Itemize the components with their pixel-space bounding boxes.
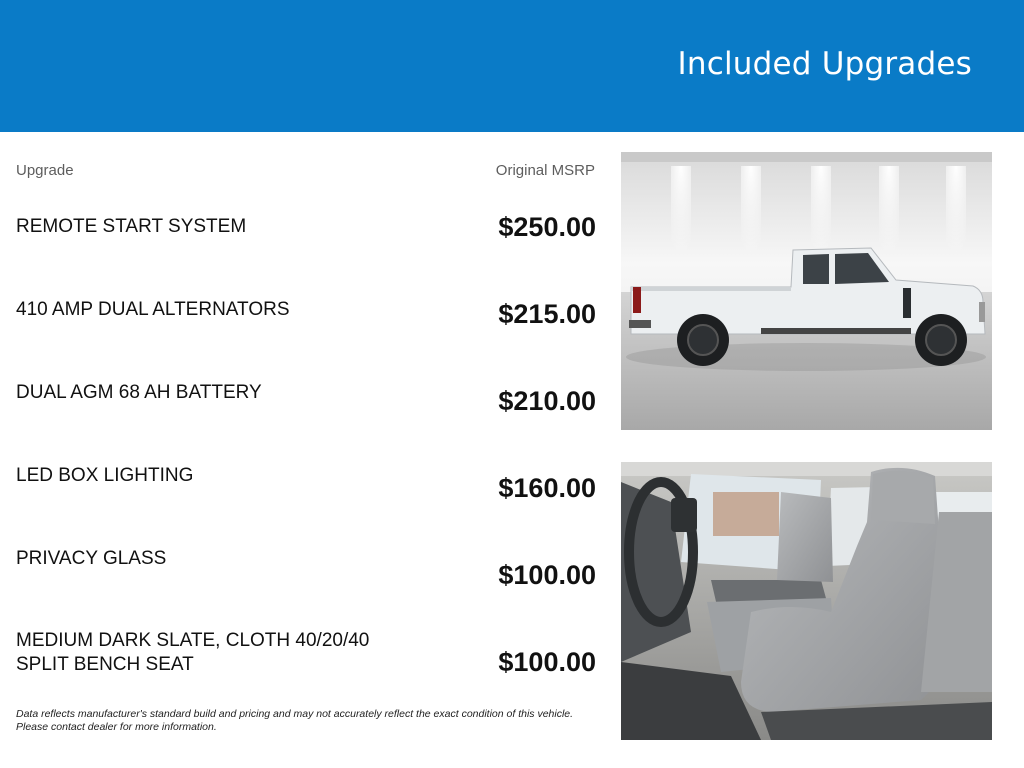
disclaimer (16, 708, 606, 734)
truck-exterior-photo (621, 152, 992, 430)
header-banner (0, 0, 1024, 132)
upgrade-name (16, 629, 436, 677)
upgrade-name-line: MEDIUM DARK SLATE, CLOTH 40/20/40 (16, 630, 370, 651)
upgrade-price: $215.00 (498, 299, 596, 329)
upgrade-price: $160.00 (498, 473, 596, 503)
page-title: Included Upgrades (677, 46, 972, 82)
upgrade-name-line: SPLIT BENCH SEAT (16, 654, 194, 675)
disclaimer-line: Please contact dealer for more information. (16, 721, 217, 733)
upgrade-name: 410 AMP DUAL ALTERNATORS (16, 299, 290, 320)
upgrade-name: DUAL AGM 68 AH BATTERY (16, 382, 262, 403)
upgrade-name: REMOTE START SYSTEM (16, 216, 247, 237)
upgrade-price: $210.00 (498, 386, 596, 416)
upgrade-price: $100.00 (498, 560, 596, 590)
msrp-column-header: Original MSRP (495, 162, 595, 179)
upgrade-column-header: Upgrade (16, 162, 74, 179)
disclaimer-line: Data reflects manufacturer's standard build and pricing and may not accurately reflect the exact condition of this vehicle. (16, 708, 574, 720)
upgrade-name: PRIVACY GLASS (16, 548, 167, 569)
upgrade-price: $100.00 (498, 647, 596, 677)
upgrade-name: LED BOX LIGHTING (16, 465, 194, 486)
truck-interior-photo (621, 462, 992, 740)
upgrade-price: $250.00 (498, 212, 596, 242)
